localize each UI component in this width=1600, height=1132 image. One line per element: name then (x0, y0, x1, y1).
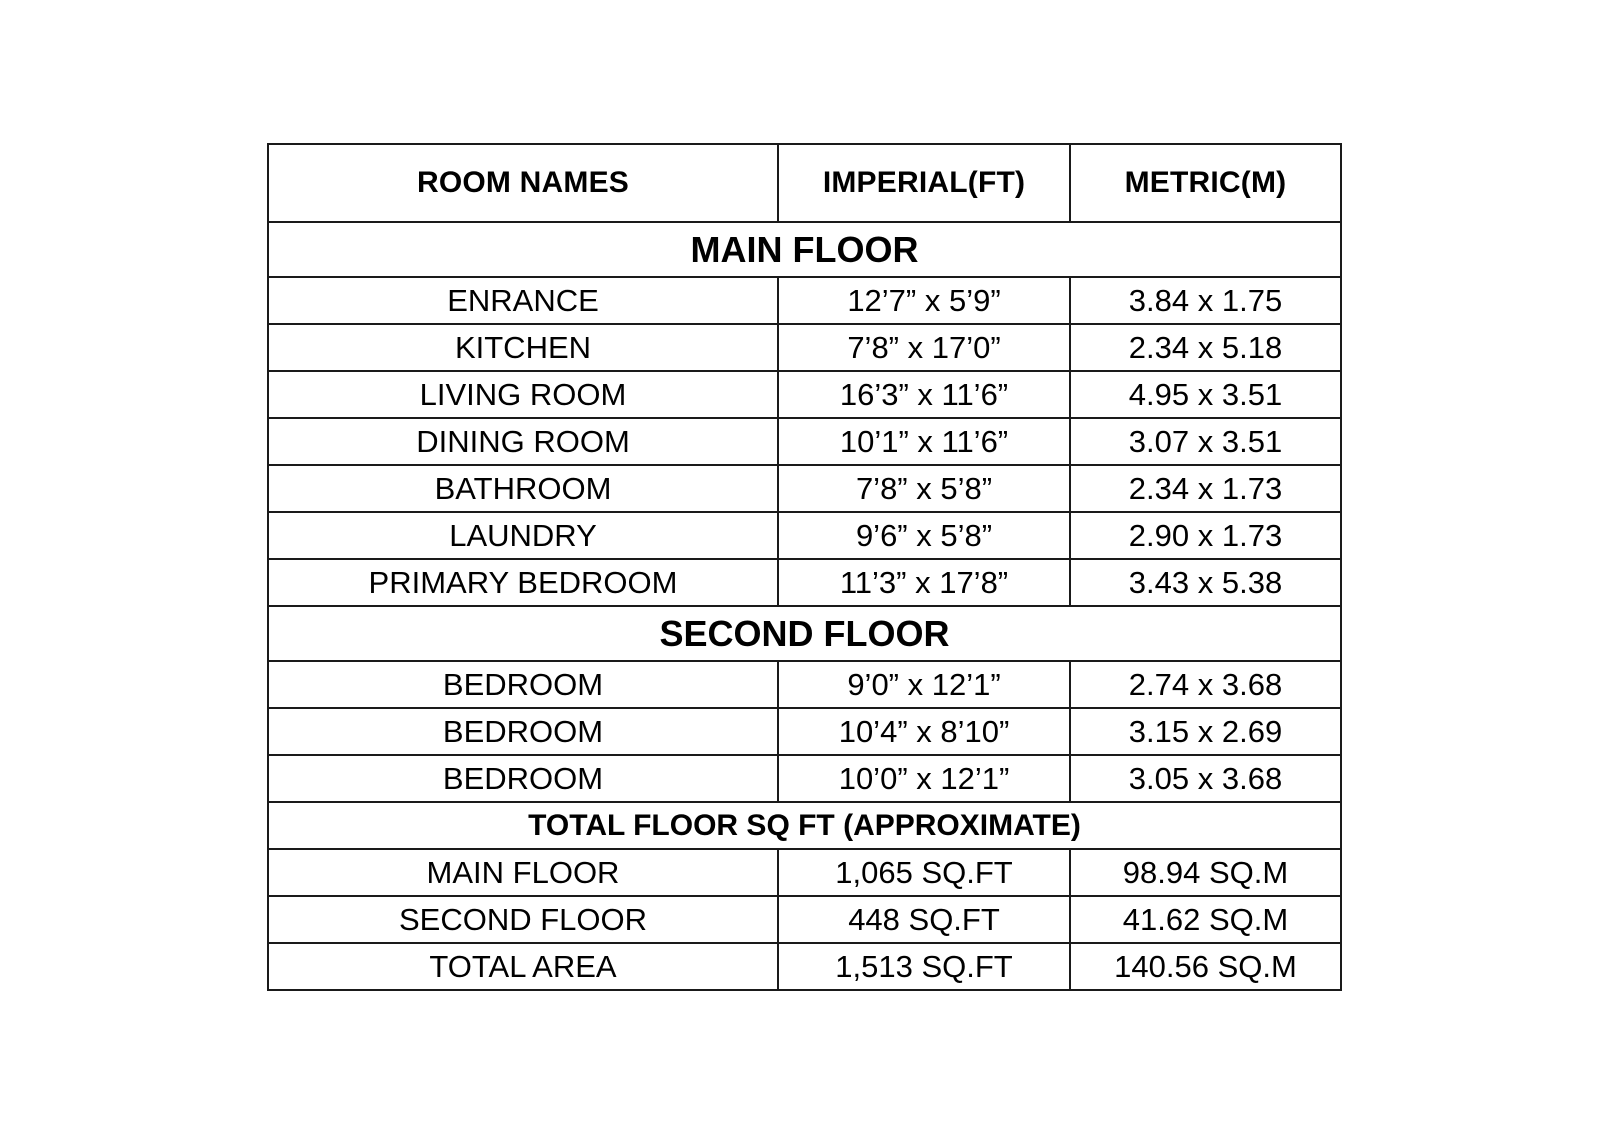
room-imperial: 10’1” x 11’6” (778, 418, 1070, 465)
room-name: BEDROOM (268, 708, 778, 755)
total-imperial: 448 SQ.FT (778, 896, 1070, 943)
room-metric: 3.15 x 2.69 (1070, 708, 1341, 755)
table-row (268, 661, 1341, 708)
room-imperial: 10’4” x 8’10” (778, 708, 1070, 755)
room-name: LAUNDRY (268, 512, 778, 559)
room-metric: 3.43 x 5.38 (1070, 559, 1341, 606)
section-title-main-floor: MAIN FLOOR (268, 222, 1341, 277)
total-metric: 98.94 SQ.M (1070, 849, 1341, 896)
table-header-row (268, 144, 1341, 222)
section-row-main-floor (268, 222, 1341, 277)
table-row (268, 943, 1341, 990)
total-name: MAIN FLOOR (268, 849, 778, 896)
room-metric: 2.34 x 1.73 (1070, 465, 1341, 512)
total-imperial: 1,513 SQ.FT (778, 943, 1070, 990)
room-name: ENRANCE (268, 277, 778, 324)
room-name: BEDROOM (268, 755, 778, 802)
total-name: SECOND FLOOR (268, 896, 778, 943)
table-row (268, 418, 1341, 465)
room-name: KITCHEN (268, 324, 778, 371)
room-metric: 3.84 x 1.75 (1070, 277, 1341, 324)
table-row (268, 371, 1341, 418)
section-row-second-floor (268, 606, 1341, 661)
room-imperial: 10’0” x 12’1” (778, 755, 1070, 802)
room-metric: 2.74 x 3.68 (1070, 661, 1341, 708)
section-title-second-floor: SECOND FLOOR (268, 606, 1341, 661)
total-metric: 140.56 SQ.M (1070, 943, 1341, 990)
table-row (268, 896, 1341, 943)
room-metric: 2.90 x 1.73 (1070, 512, 1341, 559)
table-row (268, 512, 1341, 559)
table-row (268, 849, 1341, 896)
header-room-names: ROOM NAMES (268, 144, 778, 222)
room-metric: 3.07 x 3.51 (1070, 418, 1341, 465)
total-metric: 41.62 SQ.M (1070, 896, 1341, 943)
room-metric: 3.05 x 3.68 (1070, 755, 1341, 802)
room-name: BEDROOM (268, 661, 778, 708)
table-row (268, 465, 1341, 512)
table-row (268, 559, 1341, 606)
room-imperial: 16’3” x 11’6” (778, 371, 1070, 418)
room-name: BATHROOM (268, 465, 778, 512)
room-name: DINING ROOM (268, 418, 778, 465)
header-metric: METRIC(M) (1070, 144, 1341, 222)
room-dimensions-table (267, 143, 1342, 991)
section-row-totals (268, 802, 1341, 849)
header-imperial: IMPERIAL(FT) (778, 144, 1070, 222)
total-name: TOTAL AREA (268, 943, 778, 990)
table-row (268, 708, 1341, 755)
room-imperial: 9’6” x 5’8” (778, 512, 1070, 559)
total-imperial: 1,065 SQ.FT (778, 849, 1070, 896)
room-metric: 2.34 x 5.18 (1070, 324, 1341, 371)
room-imperial: 11’3” x 17’8” (778, 559, 1070, 606)
section-title-totals: TOTAL FLOOR SQ FT (APPROXIMATE) (268, 802, 1341, 849)
room-name: LIVING ROOM (268, 371, 778, 418)
room-name: PRIMARY BEDROOM (268, 559, 778, 606)
table-row (268, 324, 1341, 371)
room-imperial: 9’0” x 12’1” (778, 661, 1070, 708)
room-imperial: 7’8” x 5’8” (778, 465, 1070, 512)
table-row (268, 277, 1341, 324)
table-row (268, 755, 1341, 802)
room-metric: 4.95 x 3.51 (1070, 371, 1341, 418)
room-imperial: 12’7” x 5’9” (778, 277, 1070, 324)
room-imperial: 7’8” x 17’0” (778, 324, 1070, 371)
